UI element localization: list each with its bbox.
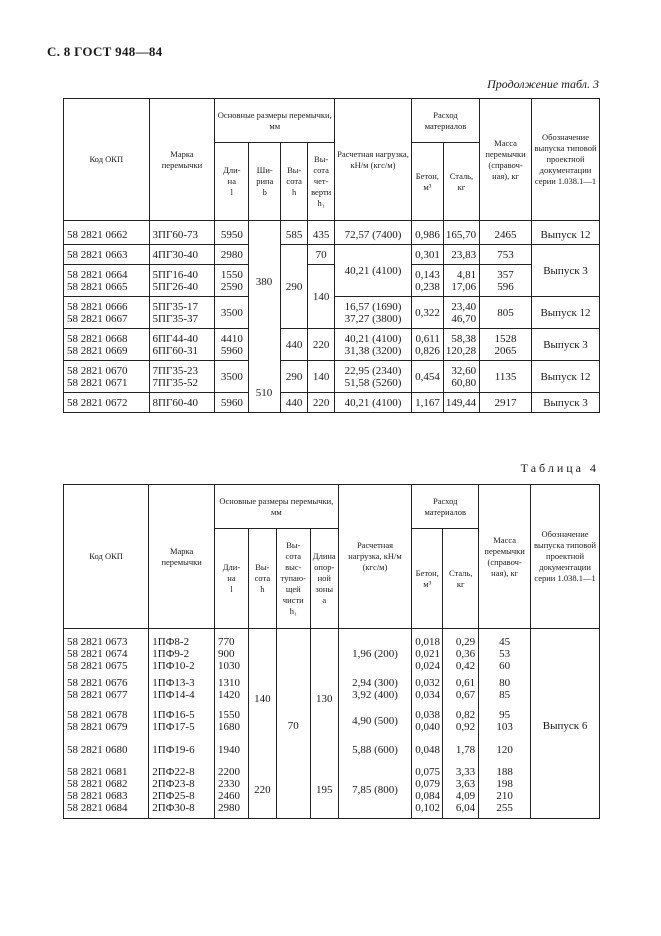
cell-massa: 45 53 60: [479, 635, 531, 673]
col-rashod: Расход материалов: [412, 485, 479, 529]
col-kod: Код ОКП: [64, 99, 150, 221]
cell-kod: 58 2821 0663: [64, 245, 150, 265]
cell-kod: 58 2821 0673 58 2821 0674 58 2821 0675: [64, 635, 149, 673]
cell-stal: 3,33 3,63 4,09 6,04: [443, 763, 479, 819]
cell-stal: 32,60 60,80: [443, 361, 479, 393]
cell-stal: 23,40 46,70: [443, 297, 479, 329]
col-sizes: Основные размеры перемычки, мм: [215, 485, 339, 529]
cell-vypusk: Выпуск 3: [532, 329, 600, 361]
cell-stal: 23,83: [443, 245, 479, 265]
col-vysota-vyst: Вы- сота выс- тупаю- щей чисти h₁: [276, 529, 310, 629]
col-stal: Сталь, кг: [443, 529, 479, 629]
cell-dlina: 1550 1680: [215, 705, 249, 737]
cell-stal: 0,29 0,36 0,42: [443, 635, 479, 673]
cell-kod: 58 2821 0666 58 2821 0667: [64, 297, 150, 329]
cell-massa: 80 85: [479, 673, 531, 705]
cell-vypusk: Выпуск 12: [532, 227, 600, 245]
col-marka: Марка перемычки: [149, 485, 215, 629]
cell-kod: 58 2821 0680: [64, 737, 149, 763]
cell-opor: 195: [310, 763, 338, 819]
cell-kod: 58 2821 0676 58 2821 0677: [64, 673, 149, 705]
cell-kod: 58 2821 0668 58 2821 0669: [64, 329, 150, 361]
cell-marka: 5ПГ16-40 5ПГ26-40: [149, 265, 215, 297]
cell-kod: 58 2821 0672: [64, 393, 150, 413]
cell-vypusk: Выпуск 3: [532, 245, 600, 297]
cell-massa: 753: [480, 245, 532, 265]
cell-massa: 2917: [480, 393, 532, 413]
col-dlina: Дли- на l: [215, 529, 249, 629]
cell-dlina: 1310 1420: [215, 673, 249, 705]
cell-beton: 0,611 0,826: [411, 329, 443, 361]
cell-beton: 0,143 0,238: [411, 265, 443, 297]
cell-dlina: 5950: [215, 227, 249, 245]
col-vysota: Вы- сота h: [281, 143, 308, 221]
cell-vysota: 290: [281, 245, 308, 329]
cell-h1: 220: [308, 393, 335, 413]
cell-dlina: 1940: [215, 737, 249, 763]
cell-massa: 1135: [480, 361, 532, 393]
col-vysota: Вы- сота h: [248, 529, 276, 629]
cell-h1: 70: [276, 635, 310, 819]
cell-nagr: 40,21 (4100): [335, 393, 412, 413]
cell-vypusk: Выпуск 3: [532, 393, 600, 413]
col-beton: Бетон, м³: [412, 529, 443, 629]
cell-marka: 5ПГ35-17 5ПГ35-37: [149, 297, 215, 329]
cell-nagr: 1,96 (200): [338, 635, 412, 673]
cell-h1: 435: [308, 227, 335, 245]
table-row: [64, 329, 600, 361]
cell-beton: 0,038 0,040: [412, 705, 443, 737]
cell-vysota: 440: [281, 329, 308, 361]
cell-massa: 1528 2065: [480, 329, 532, 361]
cell-stal: 0,61 0,67: [443, 673, 479, 705]
cell-marka: 4ПГ30-40: [149, 245, 215, 265]
table-row: [64, 635, 600, 673]
cell-vysota: 585: [281, 227, 308, 245]
shirina-380: 380: [255, 276, 273, 288]
cell-beton: 0,018 0,021 0,024: [412, 635, 443, 673]
cell-h1: 70: [308, 245, 335, 265]
col-vysota-chetv: Вы- сота чет- верти h₁: [308, 143, 335, 221]
cell-dlina: 5960: [215, 393, 249, 413]
col-rashod: Расход материалов: [411, 99, 479, 143]
cell-kod: 58 2821 0664 58 2821 0665: [64, 265, 150, 297]
cell-marka: 1ПФ13-3 1ПФ14-4: [149, 673, 215, 705]
col-opor: Длина опор- ной зоны a: [310, 529, 338, 629]
cell-massa: 805: [480, 297, 532, 329]
cell-massa: 95 103: [479, 705, 531, 737]
cell-marka: 2ПФ22-8 2ПФ23-8 2ПФ25-8 2ПФ30-8: [149, 763, 215, 819]
cell-beton: 0,032 0,034: [412, 673, 443, 705]
cell-nagr: 2,94 (300) 3,92 (400): [338, 673, 412, 705]
cell-stal: 149,44: [443, 393, 479, 413]
cell-beton: 0,048: [412, 737, 443, 763]
cell-dlina: 3500: [215, 361, 249, 393]
cell-dlina: 1550 2590: [215, 265, 249, 297]
cell-massa: 188 198 210 255: [479, 763, 531, 819]
cell-marka: 1ПФ19-6: [149, 737, 215, 763]
col-massa: Масса перемычки (справоч-ная), кг: [480, 99, 532, 221]
cell-stal: 0,82 0,92: [443, 705, 479, 737]
cell-nagr: 40,21 (4100) 31,38 (3200): [335, 329, 412, 361]
cell-kod: 58 2821 0670 58 2821 0671: [64, 361, 150, 393]
cell-beton: 0,301: [411, 245, 443, 265]
cell-stal: 1,78: [443, 737, 479, 763]
table-3: [63, 98, 600, 413]
cell-nagr: 4,90 (500): [338, 705, 412, 737]
cell-marka: 8ПГ60-40: [149, 393, 215, 413]
cell-h1: 220: [308, 329, 335, 361]
col-oboznach: Обозначение выпуска типовой проектной документации серии 1.038.1—1: [531, 485, 600, 629]
col-kod: Код ОКП: [64, 485, 149, 629]
cell-stal: 165,70: [443, 227, 479, 245]
col-nagruzka: Расчетная нагрузка, кН/м (кгс/м): [338, 485, 412, 629]
cell-massa: 357 596: [480, 265, 532, 297]
cell-h1: 140: [308, 361, 335, 393]
table-row: [64, 245, 600, 265]
cell-vypusk: Выпуск 12: [532, 361, 600, 393]
cell-nagr: 5,88 (600): [338, 737, 412, 763]
cell-vysota: 140: [248, 635, 276, 763]
cell-stal: 58,38 120,28: [443, 329, 479, 361]
cell-nagr: 16,57 (1690) 37,27 (3800): [335, 297, 412, 329]
cell-massa: 2465: [480, 227, 532, 245]
cell-kod: 58 2821 0662: [64, 227, 150, 245]
cell-marka: 1ПФ16-5 1ПФ17-5: [149, 705, 215, 737]
cell-stal: 4,81 17,06: [443, 265, 479, 297]
cell-marka: 1ПФ8-2 1ПФ9-2 1ПФ10-2: [149, 635, 215, 673]
cell-beton: 1,167: [411, 393, 443, 413]
cell-vypusk: Выпуск 6: [531, 635, 600, 819]
cell-marka: 6ПГ44-40 6ПГ60-31: [149, 329, 215, 361]
cell-dlina: 4410 5960: [215, 329, 249, 361]
cell-vysota: 290: [281, 361, 308, 393]
table-row: [64, 227, 600, 245]
table-4-caption: Таблица 4: [520, 461, 599, 475]
cell-kod: 58 2821 0678 58 2821 0679: [64, 705, 149, 737]
table-row: [64, 361, 600, 393]
cell-dlina: 2980: [215, 245, 249, 265]
col-beton: Бетон, м³: [411, 143, 443, 221]
cell-dlina: 3500: [215, 297, 249, 329]
table-row: [64, 393, 600, 413]
cell-opor: 130: [310, 635, 338, 763]
cell-vypusk: Выпуск 12: [532, 297, 600, 329]
table-4: [63, 484, 600, 819]
col-stal: Сталь, кг: [443, 143, 479, 221]
col-dlina: Дли- на l: [215, 143, 249, 221]
cell-beton: 0,454: [411, 361, 443, 393]
cell-vysota: 440: [281, 393, 308, 413]
cell-h1: 140: [308, 265, 335, 329]
cell-marka: 3ПГ60-73: [149, 227, 215, 245]
col-marka: Марка перемычки: [149, 99, 215, 221]
cell-vysota: 220: [248, 763, 276, 819]
col-oboznach: Обозначение выпуска типовой проектной документации серии 1.038.1—1: [532, 99, 600, 221]
cell-beton: 0,322: [411, 297, 443, 329]
table-continuation-label: Продолжение табл. 3: [487, 77, 599, 91]
col-shirina: Ши- рипа b: [249, 143, 281, 221]
col-sizes: Основные размеры перемычки, мм: [215, 99, 335, 143]
cell-massa: 120: [479, 737, 531, 763]
cell-beton: 0,075 0,079 0,084 0,102: [412, 763, 443, 819]
cell-dlina: 2200 2330 2460 2980: [215, 763, 249, 819]
cell-marka: 7ПГ35-23 7ПГ35-52: [149, 361, 215, 393]
cell-nagr: 7,85 (800): [338, 763, 412, 819]
cell-nagr: 22,95 (2340) 51,58 (5260): [335, 361, 412, 393]
page-title: С. 8 ГОСТ 948—84: [47, 44, 163, 59]
cell-kod: 58 2821 0681 58 2821 0682 58 2821 0683 58 2821 0684: [64, 763, 149, 819]
cell-dlina: 770 900 1030: [215, 635, 249, 673]
shirina-510: 510: [255, 387, 273, 399]
cell-nagr: 72,57 (7400): [335, 227, 412, 245]
cell-nagr: 40,21 (4100): [335, 245, 412, 297]
col-massa: Масса перемычки (справоч-ная), кг: [479, 485, 531, 629]
table-row: [64, 265, 600, 297]
table-row: [64, 763, 600, 819]
cell-beton: 0,986: [411, 227, 443, 245]
col-nagruzka: Расчетная нагрузка, кН/м (кгс/м): [335, 99, 412, 221]
